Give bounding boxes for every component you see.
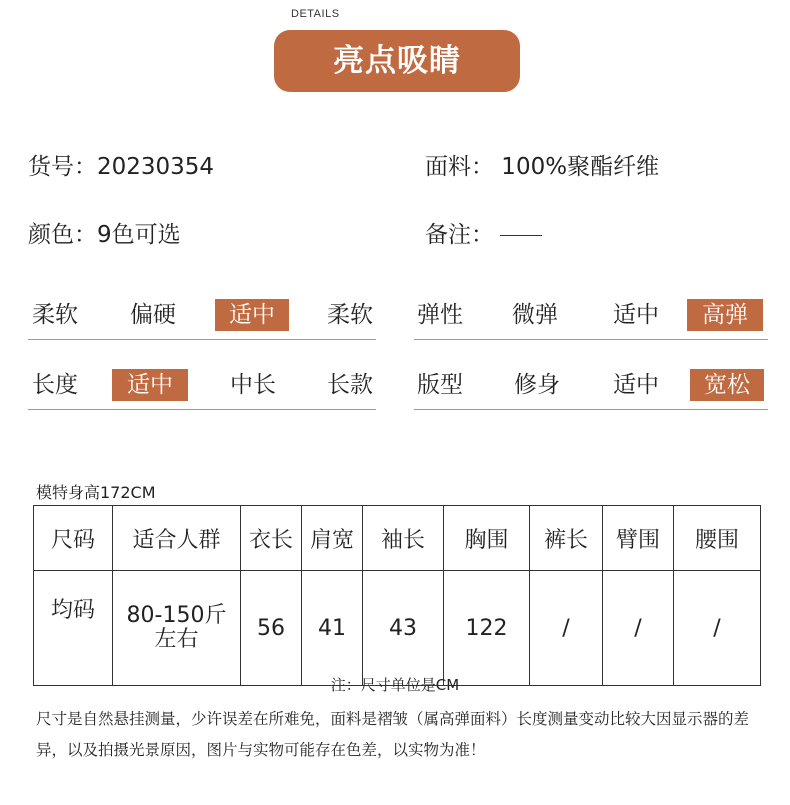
attr-option: 中长 bbox=[230, 372, 276, 398]
attr-option: 微弹 bbox=[512, 302, 558, 328]
table-cell: / bbox=[530, 571, 603, 686]
table-cell: / bbox=[603, 571, 674, 686]
table-cell: 56 bbox=[241, 571, 302, 686]
table-header-cell: 胸围 bbox=[444, 506, 530, 571]
attr-row-elasticity bbox=[414, 299, 768, 340]
table-cell: 41 bbox=[302, 571, 363, 686]
table-header-cell: 裤长 bbox=[530, 506, 603, 571]
color-option: 颜色：9色可选 bbox=[28, 222, 181, 248]
table-cell-group bbox=[113, 571, 241, 686]
size-table bbox=[33, 505, 761, 686]
attr-label-softness: 柔软 bbox=[32, 302, 78, 328]
table-header-cell: 腰围 bbox=[674, 506, 761, 571]
attr-option: 柔软 bbox=[327, 302, 373, 328]
attr-label-fit: 版型 bbox=[417, 372, 463, 398]
attr-option-selected: 宽松 bbox=[690, 369, 764, 401]
table-cell-line: 80-150斤 bbox=[126, 603, 227, 628]
disclaimer-text: 尺寸是自然悬挂测量，少许误差在所难免，面料是褶皱（属高弹面料）长度测量变动比较大因显示器的差异，以及拍摄光景原因，图片与实物可能存在色差，以实物为准！ bbox=[36, 710, 750, 759]
attr-label-length: 长度 bbox=[32, 372, 78, 398]
attr-option: 长款 bbox=[327, 372, 373, 398]
table-header-cell: 肩宽 bbox=[302, 506, 363, 571]
attr-option-selected: 适中 bbox=[215, 299, 289, 331]
table-header-cell: 尺码 bbox=[34, 506, 113, 571]
title-banner: 亮点吸睛 bbox=[274, 30, 520, 92]
attr-option: 偏硬 bbox=[130, 302, 176, 328]
table-header-row bbox=[34, 506, 761, 571]
attr-option: 修身 bbox=[514, 372, 560, 398]
details-label: DETAILS bbox=[291, 8, 340, 20]
model-height-note: 模特身高172CM bbox=[36, 483, 156, 502]
attr-row-softness bbox=[28, 299, 376, 340]
attr-label-elasticity: 弹性 bbox=[417, 302, 463, 328]
attr-row-fit bbox=[414, 369, 768, 410]
table-row bbox=[34, 571, 761, 686]
unit-note: 注：尺寸单位是CM bbox=[330, 676, 460, 694]
attr-option: 适中 bbox=[613, 302, 659, 328]
fabric: 面料： 100%聚酯纤维 bbox=[425, 154, 660, 180]
table-cell: 43 bbox=[363, 571, 444, 686]
table-cell: 122 bbox=[444, 571, 530, 686]
attr-option-selected: 高弹 bbox=[687, 299, 763, 331]
item-number: 货号：20230354 bbox=[28, 154, 215, 180]
table-cell: 均码 bbox=[34, 571, 113, 686]
table-header-cell: 袖长 bbox=[363, 506, 444, 571]
attr-row-length bbox=[28, 369, 376, 410]
table-cell: / bbox=[674, 571, 761, 686]
table-header-cell: 衣长 bbox=[241, 506, 302, 571]
remark-label: 备注： bbox=[425, 222, 494, 248]
attr-option: 适中 bbox=[613, 372, 659, 398]
table-cell-line: 左右 bbox=[154, 627, 199, 652]
remark-dash bbox=[500, 235, 542, 236]
attr-option-selected: 适中 bbox=[112, 369, 188, 401]
table-header-cell: 适合人群 bbox=[113, 506, 241, 571]
remark bbox=[425, 216, 542, 249]
table-header-cell: 臂围 bbox=[603, 506, 674, 571]
